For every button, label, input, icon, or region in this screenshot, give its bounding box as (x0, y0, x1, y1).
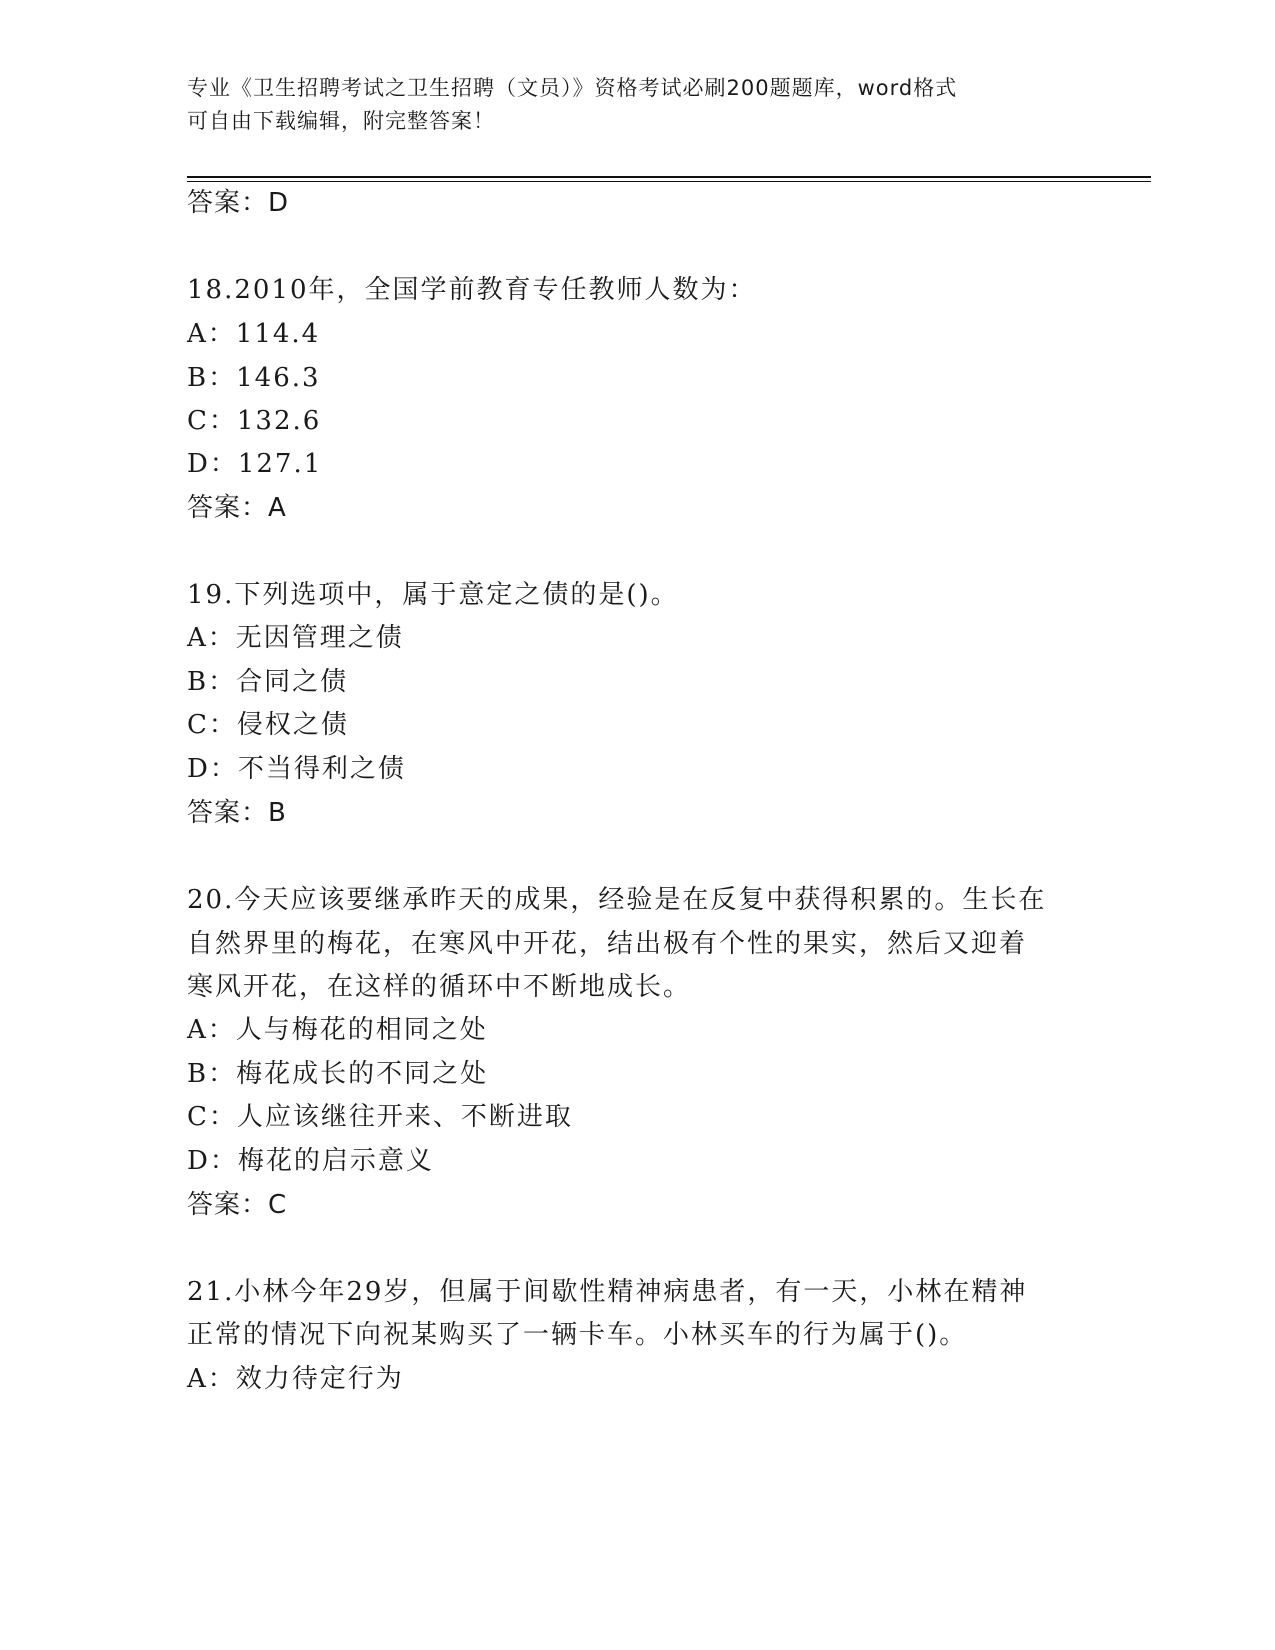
question-19-answer: 答案：B (187, 798, 287, 828)
question-21-stem-line-1: 21.小林今年29岁，但属于间歇性精神病患者，有一天，小林在精神 (187, 1277, 1028, 1307)
question-20-stem-line-1: 20.今天应该要继承昨天的成果，经验是在反复中获得积累的。生长在 (187, 885, 1047, 915)
question-20-answer: 答案：C (187, 1190, 288, 1220)
question-18-option-b: B：146.3 (187, 363, 321, 393)
question-18-option-a: A：114.4 (187, 319, 321, 349)
question-21-stem-line-2: 正常的情况下向祝某购买了一辆卡车。小林买车的行为属于()。 (187, 1320, 968, 1350)
header-line-2: 可自由下载编辑，附完整答案！ (187, 109, 495, 133)
question-19-option-a: A：无因管理之债 (187, 623, 404, 653)
answer-previous: 答案：D (187, 188, 290, 218)
question-20-stem-line-2: 自然界里的梅花，在寒风中开花，结出极有个性的果实，然后又迎着 (187, 929, 1028, 959)
question-19-option-c: C：侵权之债 (187, 710, 349, 740)
question-20-option-a: A：人与梅花的相同之处 (187, 1015, 488, 1045)
header-line-1: 专业《卫生招聘考试之卫生招聘（文员）》资格考试必刷200题题库，word格式 (187, 76, 958, 100)
question-19-option-d: D：不当得利之债 (187, 754, 406, 784)
question-21-option-a: A：效力待定行为 (187, 1364, 404, 1394)
question-18-stem: 18.2010年，全国学前教育专任教师人数为： (187, 275, 757, 305)
question-18-option-c: C：132.6 (187, 406, 322, 436)
question-19-option-b: B：合同之债 (187, 667, 349, 697)
question-20-stem-line-3: 寒风开花，在这样的循环中不断地成长。 (187, 972, 692, 1002)
question-20-option-d: D：梅花的启示意义 (187, 1146, 434, 1176)
question-19-stem: 19.下列选项中，属于意定之债的是()。 (187, 580, 679, 610)
document-header (187, 72, 1067, 138)
question-20-option-c: C：人应该继往开来、不断进取 (187, 1102, 573, 1132)
header-divider-thick (187, 176, 1151, 178)
question-20-option-b: B：梅花成长的不同之处 (187, 1059, 489, 1089)
question-18-answer: 答案：A (187, 493, 287, 523)
question-18-option-d: D：127.1 (187, 449, 323, 479)
header-divider-thin (187, 181, 1151, 182)
